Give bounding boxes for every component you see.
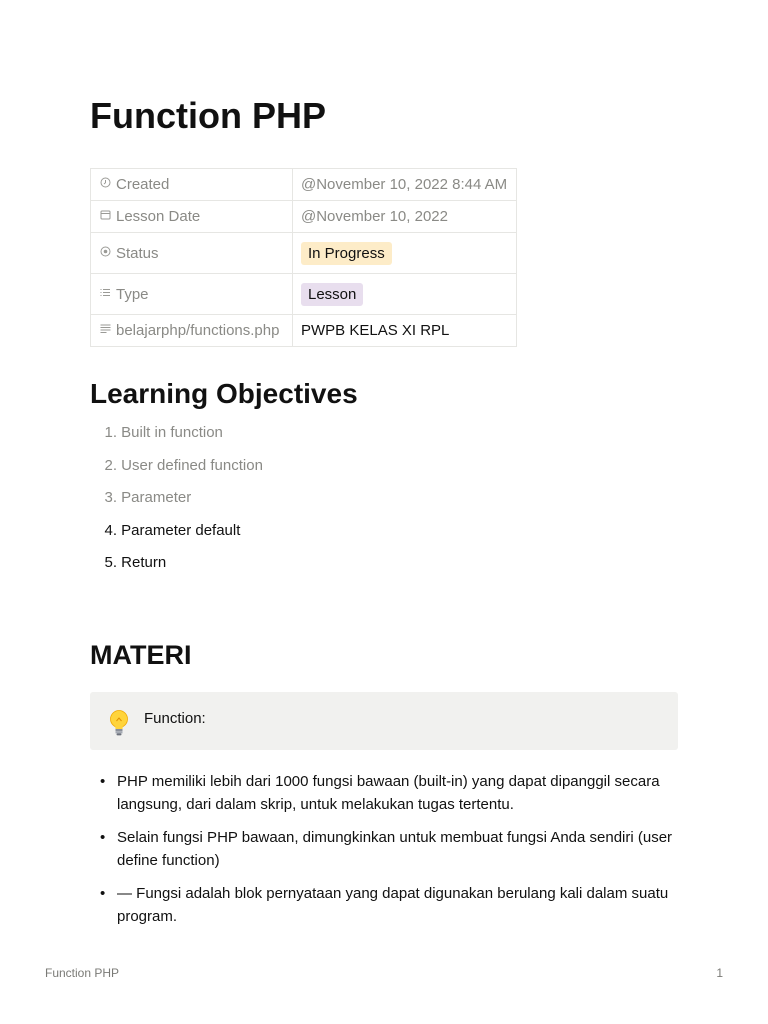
- list-item: [90, 421, 263, 454]
- property-value[interactable]: [293, 274, 517, 315]
- property-value[interactable]: [293, 233, 517, 274]
- property-row-status: [91, 233, 517, 274]
- property-value[interactable]: @November 10, 2022: [293, 201, 517, 233]
- list-number: 3.: [104, 489, 117, 506]
- status-badge[interactable]: In Progress: [301, 242, 392, 265]
- list-item-text: PHP memiliki lebih dari 1000 fungsi bawaan (built-in) yang dapat dipanggil secara langsung, dari dalam skrip, untuk melakukan tugas tertentu.: [117, 773, 660, 813]
- footer-title: Function PHP: [45, 966, 120, 980]
- list-item-text: Return: [121, 554, 167, 571]
- bullet-icon: •: [100, 885, 106, 902]
- text-icon: [99, 323, 112, 337]
- list-number: 5.: [104, 554, 117, 571]
- list-number: 4.: [104, 521, 117, 539]
- list-item-text: Built in function: [121, 424, 223, 441]
- property-key: [91, 201, 293, 233]
- callout-text: Function:: [144, 710, 206, 727]
- property-key: [91, 274, 293, 315]
- calendar-icon: [99, 209, 112, 223]
- list-item: [90, 770, 690, 816]
- list-item-text: Selain fungsi PHP bawaan, dimungkinkan untuk membuat fungsi Anda sendiri (user define function): [117, 829, 673, 869]
- property-key: [91, 315, 293, 347]
- list-item: [90, 486, 263, 519]
- page-title: Function PHP: [90, 95, 326, 136]
- list-item: [90, 882, 690, 928]
- list-item: [90, 519, 263, 552]
- status-icon: [99, 246, 112, 260]
- lightbulb-icon: [106, 708, 132, 738]
- objectives-list: [90, 421, 263, 584]
- list-item-text: User defined function: [121, 456, 263, 474]
- property-key-label: Lesson Date: [116, 208, 201, 225]
- materi-heading: MATERI: [90, 640, 192, 670]
- list-item-text: Parameter: [121, 489, 192, 506]
- list-item: [90, 551, 263, 584]
- property-row-file: [91, 315, 517, 347]
- list-icon: [99, 287, 112, 301]
- property-key: [91, 233, 293, 274]
- property-value[interactable]: PWPB KELAS XI RPL: [293, 315, 517, 347]
- list-item: [90, 826, 690, 872]
- property-row-created: [91, 169, 517, 201]
- bullet-icon: •: [100, 829, 106, 846]
- property-row-lesson-date: [91, 201, 517, 233]
- clock-icon: [99, 177, 112, 191]
- list-item-text: — Fungsi adalah blok pernyataan yang dapat digunakan berulang kali dalam suatu program.: [117, 885, 669, 925]
- property-key-label: Type: [116, 285, 149, 303]
- list-item: [90, 454, 263, 487]
- callout-block: [90, 692, 678, 750]
- list-item-text: Parameter default: [121, 521, 241, 539]
- property-key-label: Status: [116, 244, 159, 262]
- page-number: 1: [716, 966, 723, 980]
- list-number: 1.: [104, 424, 117, 441]
- property-key-label: Created: [116, 176, 170, 193]
- properties-table: [90, 168, 517, 347]
- property-row-type: [91, 274, 517, 315]
- property-key-label: belajarphp/functions.php: [116, 322, 280, 339]
- property-key: [91, 169, 293, 201]
- bullet-icon: •: [100, 773, 106, 790]
- property-value[interactable]: @November 10, 2022 8:44 AM: [293, 169, 517, 201]
- list-number: 2.: [104, 456, 117, 474]
- materi-bullet-list: [90, 770, 690, 938]
- learning-objectives-heading: Learning Objectives: [90, 378, 358, 409]
- type-badge[interactable]: Lesson: [301, 283, 363, 306]
